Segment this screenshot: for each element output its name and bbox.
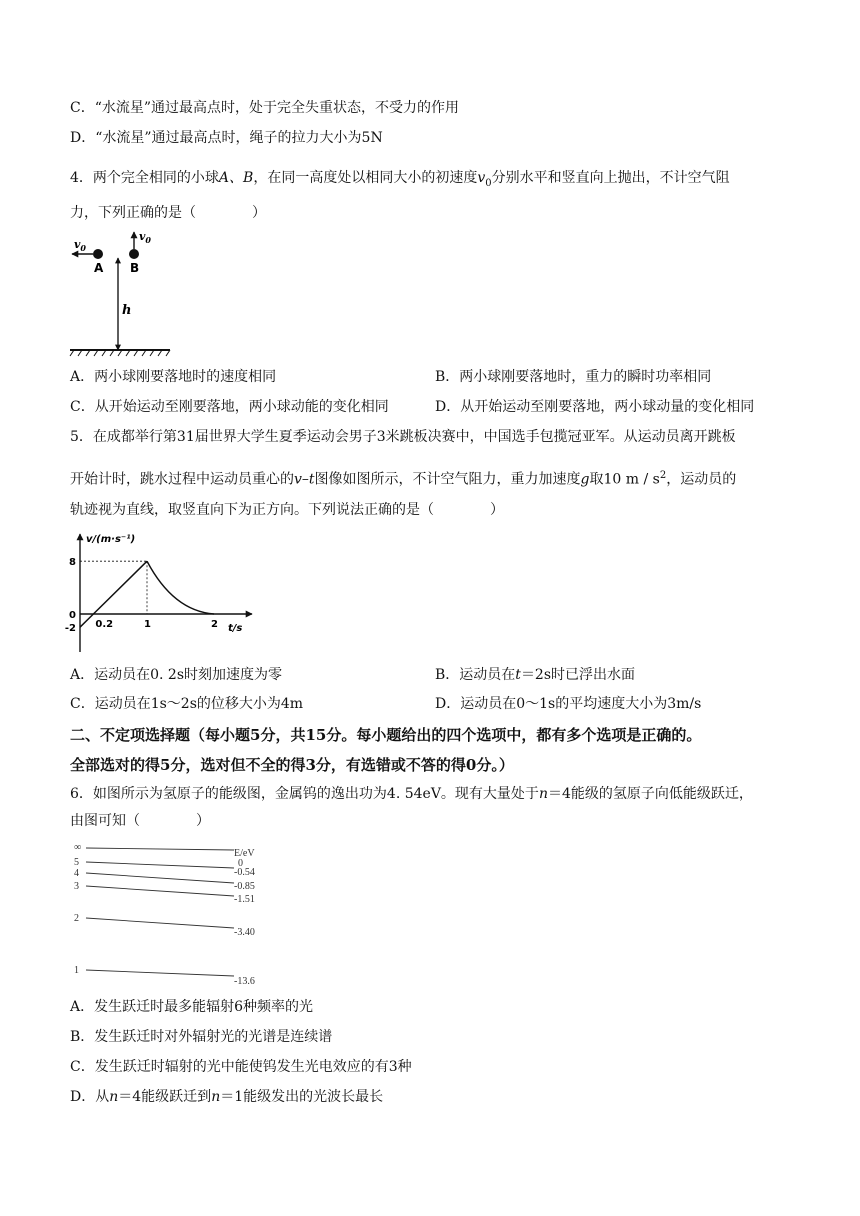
q5-stem-line1: 5．在成都举行第31届世界大学生夏季运动会男子3米跳板决赛中，中国选手包揽冠亚军。从运动员离开跳板 xyxy=(70,429,736,445)
q4-stem-line1 xyxy=(70,168,730,194)
q4-figure xyxy=(66,228,176,358)
level-e-1: -13.6 xyxy=(234,976,255,987)
q5-stem-text4: ，运动员的 xyxy=(666,471,737,488)
ball-a xyxy=(93,249,103,259)
y-tick-label: -2 xyxy=(64,623,76,635)
q5-stem-line3: 轨迹视为直线，取竖直向下为正方向。下列说法正确的是（ ） xyxy=(70,502,504,518)
q6-stem-text: 6．如图所示为氢原子的能级图，金属钨的逸出功为4. 54eV。现有大量处于 xyxy=(70,786,539,802)
q5-option-d: D．运动员在0～1s的平均速度大小为3m/s xyxy=(435,696,702,712)
y-tick-label: 8 xyxy=(69,557,76,569)
q6-option-c: C．发生跃迁时辐射的光中能使钨发生光电效应的有3种 xyxy=(70,1059,412,1075)
level-n-1: 1 xyxy=(74,965,79,976)
q5-g: g xyxy=(580,471,590,488)
level-e-inf: 0 xyxy=(238,858,243,869)
level-n-3: 3 xyxy=(74,881,79,892)
q4-stem-line2: 力，下列正确的是（ ） xyxy=(70,205,266,221)
x-tick-label: 0.2 xyxy=(95,619,114,630)
y-axis-label: v/(m·s⁻¹) xyxy=(86,534,136,545)
ball-b-v0-label: $v_0$ xyxy=(139,230,151,245)
level-line-1 xyxy=(86,970,234,976)
level-line-5 xyxy=(86,862,234,868)
q4-option-b: B．两小球刚要落地时，重力的瞬时功率相同 xyxy=(435,369,712,385)
q5-stem-text3: 取 xyxy=(589,471,604,488)
vt-linear-segment xyxy=(80,561,147,627)
q4-option-d: D．从开始运动至刚要落地，两小球动量的变化相同 xyxy=(435,399,755,415)
q6-option-d-n2: n xyxy=(211,1089,221,1105)
q6-option-d-text2: ＝4能级跃迁到 xyxy=(118,1089,212,1105)
height-label: h xyxy=(122,303,132,318)
q4-option-a: A．两小球刚要落地时的速度相同 xyxy=(70,369,277,385)
q5-option-c: C．运动员在1s～2s的位移大小为4m xyxy=(70,696,304,712)
q5-stem-line2 xyxy=(70,466,736,490)
q6-stem-text2: ＝4能级的氢原子向低能级跃迁， xyxy=(547,786,753,802)
level-n-inf: ∞ xyxy=(74,842,82,853)
level-line-inf xyxy=(86,848,234,850)
x-tick-label: 1 xyxy=(144,619,151,630)
q5-vt: v–t xyxy=(294,471,315,488)
q4-stem-text3: 分别水平和竖直向上抛出，不计空气阻 xyxy=(491,170,730,186)
q4-stem-balls: A、B xyxy=(218,170,254,186)
ball-b xyxy=(129,249,139,259)
q4-stem-text2: ，在同一高度处以相同大小的初速度 xyxy=(253,170,478,186)
q5-option-b-t: t xyxy=(515,667,521,683)
q4-stem-text: 4．两个完全相同的小球 xyxy=(70,170,219,186)
q6-option-d-n1: n xyxy=(109,1089,119,1105)
level-n-5: 5 xyxy=(74,857,79,868)
q6-stem-line1 xyxy=(70,784,753,804)
section2-heading-line2: 全部选对的得5分，选对但不全的得3分，有选错或不答的得0分。） xyxy=(70,756,514,774)
q5-stem-text2: 图像如图所示，不计空气阻力，重力加速度 xyxy=(314,471,581,488)
q4-stem-v0: v xyxy=(477,170,486,186)
level-e-5: -0.54 xyxy=(234,867,255,878)
level-line-2 xyxy=(86,918,234,928)
q3-option-d: D．“水流星”通过最高点时，绳子的拉力大小为5N xyxy=(70,130,383,146)
ball-a-label: A xyxy=(94,261,104,275)
level-n-2: 2 xyxy=(74,913,79,924)
q6-energy-level-diagram xyxy=(66,838,276,988)
section2-heading-line1: 二、不定项选择题（每小题5分，共15分。每小题给出的四个选项中，都有多个选项是正确的。 xyxy=(70,726,702,744)
q5-option-b-text: B．运动员在 xyxy=(435,667,516,683)
level-line-3 xyxy=(86,886,234,896)
y-tick-label: 0 xyxy=(69,610,76,621)
q5-option-b-text2: ＝2s时已浮出水面 xyxy=(520,667,636,683)
q5-option-b xyxy=(435,665,635,685)
q5-g-value: 10 m / s xyxy=(603,471,660,488)
level-e-4: -0.85 xyxy=(234,881,255,892)
level-e-2: -3.40 xyxy=(234,927,255,938)
q5-option-a: A．运动员在0. 2s时刻加速度为零 xyxy=(70,667,283,683)
level-n-4: 4 xyxy=(74,868,79,879)
q4-stem-v0-sub: 0 xyxy=(485,177,492,189)
q6-option-d-text: D．从 xyxy=(70,1089,110,1105)
x-axis-label: t/s xyxy=(228,623,243,634)
level-e-3: -1.51 xyxy=(234,894,255,905)
q6-option-a: A．发生跃迁时最多能辐射6种频率的光 xyxy=(70,999,314,1015)
q4-option-c: C．从开始运动至刚要落地，两小球动能的变化相同 xyxy=(70,399,389,415)
x-tick-label: 2 xyxy=(211,619,218,630)
q5-vt-chart xyxy=(62,530,262,660)
ball-b-label: B xyxy=(130,261,140,275)
q5-g-exp: 2 xyxy=(659,470,667,481)
q6-n: n xyxy=(538,786,548,802)
q6-option-b: B．发生跃迁时对外辐射光的光谱是连续谱 xyxy=(70,1029,333,1045)
energy-unit: E/eV xyxy=(234,848,255,859)
vt-curve-segment xyxy=(147,561,214,614)
ball-a-v0-label: $v_0$ xyxy=(74,238,86,253)
q3-option-c: C．“水流星”通过最高点时，处于完全失重状态，不受力的作用 xyxy=(70,100,460,116)
level-line-4 xyxy=(86,873,234,883)
q6-stem-line2: 由图可知（ ） xyxy=(70,813,210,829)
q5-stem-text: 开始计时，跳水过程中运动员重心的 xyxy=(70,471,294,488)
q6-option-d-text3: ＝1能级发出的光波长最长 xyxy=(220,1089,384,1105)
q6-option-d xyxy=(70,1087,383,1107)
